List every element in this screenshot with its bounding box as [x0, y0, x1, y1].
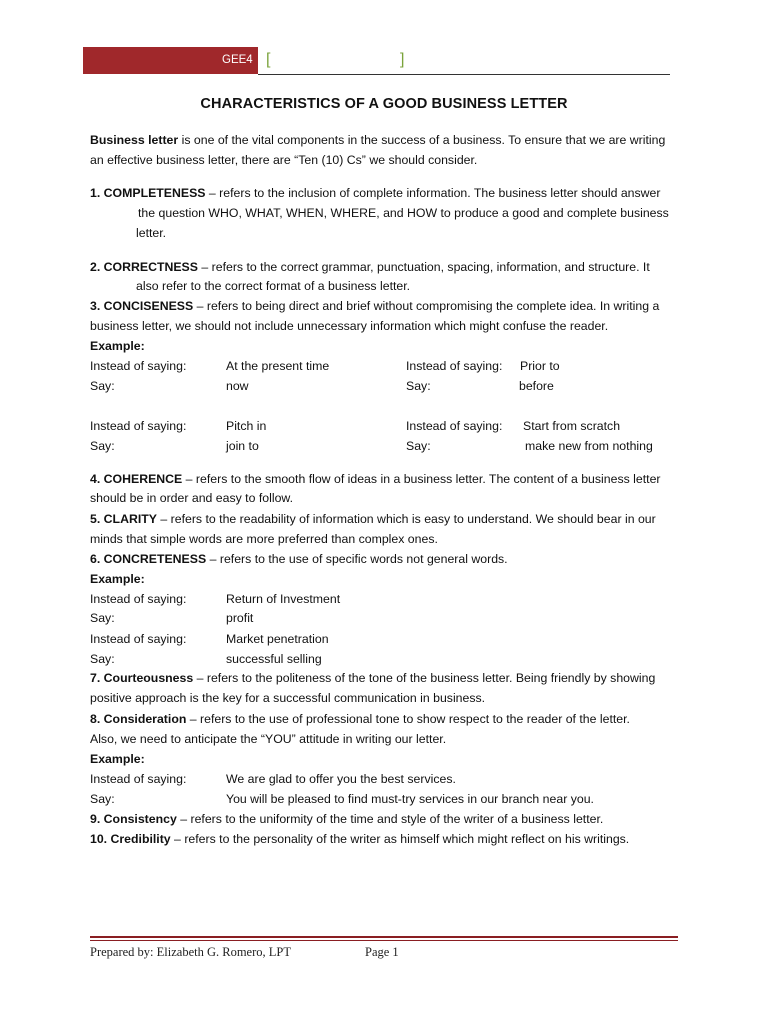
item-term: 4. COHERENCE	[90, 472, 183, 486]
item-text: – refers to the readability of information which is easy to understand. We should bear in our	[156, 512, 656, 526]
instead-label: Instead of saying:	[90, 592, 187, 606]
header-rule	[258, 74, 670, 75]
example-instead: Prior to	[520, 359, 560, 373]
example-instead: Return of Investment	[226, 592, 341, 606]
item-text: – refers to the inclusion of complete information. The business letter should answer	[205, 186, 661, 200]
example-say: make new from nothing	[525, 439, 653, 453]
example-instead: Start from scratch	[523, 419, 621, 433]
say-label: Say:	[90, 652, 115, 666]
item-text: – refers to being direct and brief without compromising the complete idea. In writing a	[193, 299, 660, 313]
item-coherence	[90, 470, 661, 488]
example-instead: At the present time	[226, 359, 330, 373]
header-bracket-left: [	[266, 51, 271, 68]
say-label: Say:	[90, 611, 115, 625]
item-term: 6. CONCRETENESS	[90, 552, 207, 566]
item-term: 10. Credibility	[90, 832, 171, 846]
item-completeness-line-2: the question WHO, WHAT, WHEN, WHERE, and HOW to produce a good and complete business	[138, 206, 669, 220]
say-label: Say:	[406, 439, 431, 453]
instead-label: Instead of saying:	[90, 632, 187, 646]
intro-line-2: an effective business letter, there are “Ten (10) Cs” we should consider.	[90, 153, 478, 167]
item-credibility	[90, 830, 629, 848]
item-term: 8. Consideration	[90, 712, 187, 726]
example-say: successful selling	[226, 652, 322, 666]
item-consideration	[90, 710, 630, 728]
item-term: 3. CONCISENESS	[90, 299, 194, 313]
item-correctness-line-2: also refer to the correct format of a business letter.	[136, 279, 411, 293]
say-label: Say:	[90, 379, 115, 393]
item-correctness	[90, 258, 650, 276]
item-conciseness-line-2: business letter, we should not include unnecessary information which might confuse the reader.	[90, 319, 609, 333]
item-term: 9. Consistency	[90, 812, 177, 826]
say-label: Say:	[406, 379, 431, 393]
item-text: – refers to the uniformity of the time and style of the writer of a business letter.	[176, 812, 604, 826]
intro-line-1	[90, 131, 665, 149]
item-consistency	[90, 810, 603, 828]
page-title: CHARACTERISTICS OF A GOOD BUSINESS LETTER	[200, 96, 568, 112]
footer-rule-thin	[90, 940, 678, 941]
item-coherence-line-2: should be in order and easy to follow.	[90, 491, 294, 505]
item-completeness	[90, 184, 660, 202]
example-heading: Example:	[90, 572, 145, 586]
item-completeness-line-3: letter.	[136, 226, 167, 240]
item-term: 7. Courteousness	[90, 671, 194, 685]
example-say: now	[226, 379, 249, 393]
item-concreteness	[90, 550, 508, 568]
intro-term: Business letter	[90, 133, 179, 147]
item-term: 2. CORRECTNESS	[90, 260, 198, 274]
item-courteousness-line-2: positive approach is the key for a successful communication in business.	[90, 691, 486, 705]
item-term: 1. COMPLETENESS	[90, 186, 206, 200]
footer-rule	[90, 936, 678, 938]
item-consideration-line-2: Also, we need to anticipate the “YOU” attitude in writing our letter.	[90, 732, 447, 746]
course-code: GEE4	[222, 54, 253, 66]
item-text: – refers to the correct grammar, punctuation, spacing, information, and structure. It	[197, 260, 650, 274]
item-courteousness	[90, 669, 655, 687]
example-heading: Example:	[90, 752, 145, 766]
say-label: Say:	[90, 792, 115, 806]
example-say: before	[519, 379, 554, 393]
item-clarity-line-2: minds that simple words are more preferred than complex ones.	[90, 532, 438, 546]
item-text: – refers to the smooth flow of ideas in a business letter. The content of a business letter	[182, 472, 661, 486]
item-text: – refers to the use of specific words not general words.	[206, 552, 508, 566]
instead-label: Instead of saying:	[90, 772, 187, 786]
item-term: 5. CLARITY	[90, 512, 157, 526]
example-say: join to	[226, 439, 259, 453]
instead-label: Instead of saying:	[90, 419, 187, 433]
example-say: profit	[226, 611, 254, 625]
example-instead: We are glad to offer you the best services.	[226, 772, 456, 786]
footer-page-number: Page 1	[365, 945, 399, 959]
instead-label: Instead of saying:	[90, 359, 187, 373]
item-text: – refers to the use of professional tone to show respect to the reader of the letter.	[186, 712, 630, 726]
header-bracket-right: ]	[400, 51, 405, 68]
example-heading: Example:	[90, 339, 145, 353]
instead-label: Instead of saying:	[406, 359, 503, 373]
example-say: You will be pleased to find must-try services in our branch near you.	[226, 792, 594, 806]
example-instead: Market penetration	[226, 632, 329, 646]
intro-text: is one of the vital components in the success of a business. To ensure that we are writing	[178, 133, 666, 147]
footer-prepared-by: Prepared by: Elizabeth G. Romero, LPT	[90, 945, 291, 959]
instead-label: Instead of saying:	[406, 419, 503, 433]
say-label: Say:	[90, 439, 115, 453]
item-text: – refers to the personality of the writer as himself which might reflect on his writings.	[170, 832, 630, 846]
item-clarity	[90, 510, 656, 528]
example-instead: Pitch in	[226, 419, 267, 433]
item-conciseness	[90, 297, 659, 315]
item-text: – refers to the politeness of the tone of the business letter. Being friendly by showing	[193, 671, 656, 685]
